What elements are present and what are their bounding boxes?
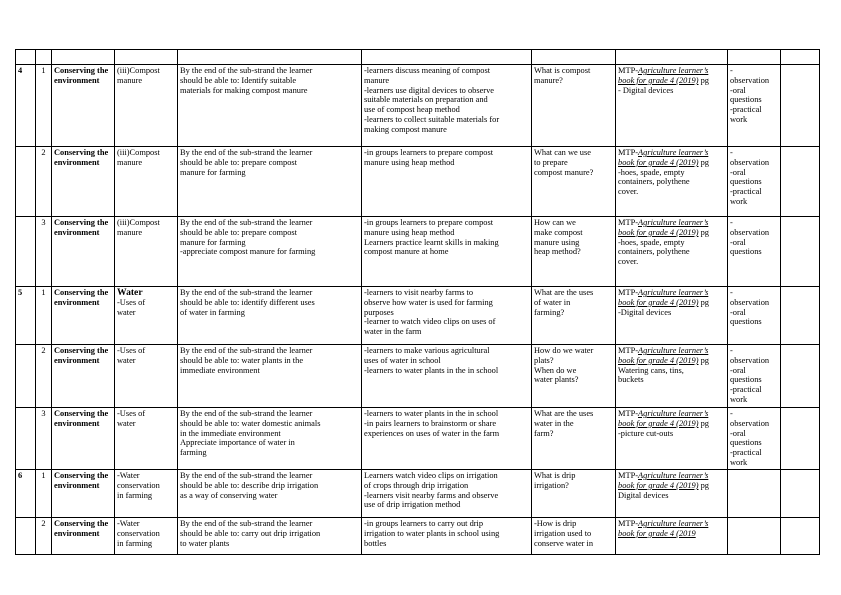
lesson-number: 2 (36, 518, 52, 555)
inquiry-line: When do we (534, 365, 577, 375)
outcome-line: By the end of the sub-strand the learner (180, 218, 313, 227)
outcome-line: should be able to: water plants in the (180, 355, 304, 365)
assessment-line: observation (730, 297, 770, 307)
inquiry-line: manure? (534, 75, 563, 85)
reference-book-link[interactable]: Agriculture learner’s book for grade 4 (2019) (618, 346, 709, 365)
lesson-number: 3 (36, 408, 52, 470)
lesson-number: 3 (36, 217, 52, 287)
week-number (16, 408, 36, 470)
assessment-line: -oral (730, 167, 746, 177)
assessment (728, 345, 781, 408)
assessment-line: observation (730, 157, 770, 167)
reference-prefix: MTP- (618, 519, 639, 528)
assessment (728, 147, 781, 217)
strand: Conserving the environment (52, 408, 115, 470)
experience-line: compost manure at home (364, 247, 449, 257)
remarks (781, 345, 820, 408)
experience-line: Learners watch video clips on irrigation (364, 471, 498, 480)
reference-text (618, 218, 725, 238)
outcome-line: should be able to: identify different uses (180, 297, 315, 307)
sub-strand-line: manure (117, 75, 143, 85)
learning-experiences (362, 147, 532, 217)
resource-line: cover. (618, 187, 639, 197)
inquiry-line: What is compost (534, 66, 591, 75)
experience-line: uses of water in school (364, 355, 441, 365)
key-inquiry-question (532, 470, 616, 518)
assessment-line: - (730, 218, 733, 227)
outcome-line: manure for farming (180, 167, 246, 177)
outcome-line: should be able to: Identify suitable (180, 75, 297, 85)
learning-resources (616, 65, 728, 147)
strand: Conserving the environment (52, 345, 115, 408)
assessment (728, 470, 781, 518)
learning-experiences (362, 470, 532, 518)
sub-strand-line: -Uses of (117, 297, 146, 307)
reference-book-link[interactable]: Agriculture learner’s book for grade 4 (2019) (618, 66, 709, 85)
assessment-line: questions (730, 247, 762, 257)
learning-resources (616, 217, 728, 287)
assessment (728, 408, 781, 470)
inquiry-line: of water in (534, 297, 571, 307)
strand: Conserving the environment (52, 470, 115, 518)
sub-strand-heading: Water (117, 287, 143, 298)
assessment-line: questions (730, 375, 762, 385)
assessment-line: questions (730, 95, 762, 105)
inquiry-line: water in the (534, 418, 574, 428)
resource-line: Digital devices (618, 490, 669, 500)
key-inquiry-question (532, 408, 616, 470)
assessment (728, 65, 781, 147)
reference-prefix: MTP- (618, 288, 639, 297)
reference-text (618, 148, 725, 168)
assessment-line: -oral (730, 428, 746, 438)
experience-line: use of compost heap method (364, 105, 460, 115)
resource-line: containers, polythene (618, 247, 690, 257)
assessment-line: -practical (730, 105, 762, 115)
learning-experiences (362, 217, 532, 287)
reference-suffix: pg (698, 157, 709, 167)
assessment-line: -practical (730, 187, 762, 197)
remarks (781, 287, 820, 345)
reference-prefix: MTP- (618, 66, 639, 75)
header-row (16, 50, 820, 65)
experience-line: of crops through drip irrigation (364, 480, 469, 490)
assessment-line: observation (730, 227, 770, 237)
assessment-line: -practical (730, 448, 762, 458)
resource-line: Watering cans, tins, (618, 365, 684, 375)
experience-line: -learners to visit nearby farms to (364, 288, 474, 297)
assessment-line: questions (730, 177, 762, 187)
assessment (728, 518, 781, 555)
sub-strand-line: (iii)Compost (117, 218, 160, 227)
lesson-row (16, 287, 820, 345)
remarks (781, 217, 820, 287)
reference-book-link[interactable]: Agriculture learner’s book for grade 4 (2019) (618, 471, 709, 490)
outcome-line: as a way of conserving water (180, 490, 278, 500)
learning-outcomes (178, 65, 362, 147)
experience-line: -learners to make various agricultural (364, 346, 490, 355)
inquiry-line: How do we water (534, 346, 594, 355)
reference-text (618, 66, 725, 86)
reference-text (618, 471, 725, 491)
reference-prefix: MTP- (618, 218, 639, 227)
assessment-line: -oral (730, 85, 746, 95)
learning-resources (616, 287, 728, 345)
key-inquiry-question (532, 147, 616, 217)
experience-line: purposes (364, 307, 394, 317)
assessment-line: work (730, 114, 748, 124)
inquiry-line: heap method? (534, 247, 581, 257)
outcome-line: Appreciate importance of water in (180, 438, 295, 448)
learning-resources (616, 345, 728, 408)
lesson-row (16, 345, 820, 408)
header-cell (16, 50, 36, 65)
sub-strand (115, 65, 178, 147)
resource-line: -hoes, spade, empty (618, 167, 685, 177)
lesson-row (16, 65, 820, 147)
resource-line: -hoes, spade, empty (618, 237, 685, 247)
sub-strand-line: water (117, 355, 136, 365)
outcome-line: of water in farming (180, 307, 245, 317)
sub-strand-line: -Uses of (117, 409, 146, 418)
strand: Conserving the environment (52, 65, 115, 147)
lesson-row (16, 147, 820, 217)
learning-resources (616, 470, 728, 518)
assessment-line: - (730, 288, 733, 297)
outcome-line: to water plants (180, 538, 230, 548)
resource-line: - Digital devices (618, 85, 674, 95)
assessment-line: -oral (730, 237, 746, 247)
experience-line: bottles (364, 538, 387, 548)
remarks (781, 518, 820, 555)
sub-strand-line: (iii)Compost (117, 66, 160, 75)
header-cell (52, 50, 115, 65)
experience-line: making compost manure (364, 124, 447, 134)
reference-prefix: MTP- (618, 346, 639, 355)
learning-outcomes (178, 470, 362, 518)
assessment-line: - (730, 66, 733, 75)
learning-experiences (362, 408, 532, 470)
experience-line: observe how water is used for farming (364, 297, 493, 307)
inquiry-line: What are the uses (534, 288, 594, 297)
sub-strand-line: -Uses of (117, 346, 146, 355)
learning-outcomes (178, 518, 362, 555)
experience-line: Learners practice learnt skills in making (364, 237, 499, 247)
sub-strand-line: in farming (117, 538, 153, 548)
outcome-line: By the end of the sub-strand the learner (180, 409, 313, 418)
outcome-line: By the end of the sub-strand the learner (180, 288, 313, 297)
header-cell (616, 50, 728, 65)
reference-prefix: MTP- (618, 409, 639, 418)
resource-line: containers, polythene (618, 177, 690, 187)
experience-line: -learners visit nearby farms and observe (364, 490, 499, 500)
reference-book-link[interactable]: Agriculture learner’s book for grade 4 (2019) (618, 218, 709, 237)
learning-experiences (362, 65, 532, 147)
outcome-line: materials for making compost manure (180, 85, 308, 95)
learning-experiences (362, 345, 532, 408)
lesson-number: 2 (36, 345, 52, 408)
assessment-line: - (730, 346, 733, 355)
header-cell (362, 50, 532, 65)
key-inquiry-question (532, 518, 616, 555)
experience-line: -learners discuss meaning of compost (364, 66, 491, 75)
learning-resources (616, 518, 728, 555)
experience-line: -in groups learners to prepare compost (364, 148, 494, 157)
inquiry-line: make compost (534, 227, 583, 237)
reference-book-link[interactable]: Agriculture learner’s book for grade 4 (2019) (618, 288, 709, 307)
outcome-line: should be able to: prepare compost (180, 227, 297, 237)
strand: Conserving the environment (52, 518, 115, 555)
outcome-line: By the end of the sub-strand the learner (180, 519, 313, 528)
outcome-line: should be able to: water domestic animals (180, 418, 321, 428)
sub-strand (115, 408, 178, 470)
header-cell (728, 50, 781, 65)
resource-line: -Digital devices (618, 307, 672, 317)
inquiry-line: irrigation used to (534, 528, 592, 538)
assessment (728, 287, 781, 345)
reference-book-link[interactable]: Agriculture learner’s book for grade 4 (2019) (618, 409, 709, 428)
outcome-line: By the end of the sub-strand the learner (180, 66, 313, 75)
lesson-row (16, 518, 820, 555)
reference-suffix: pg (698, 297, 709, 307)
sub-strand-line: conservation (117, 528, 160, 538)
sub-strand (115, 345, 178, 408)
learning-experiences (362, 518, 532, 555)
inquiry-line: compost manure? (534, 167, 594, 177)
lesson-number: 1 (36, 65, 52, 147)
experience-line: -learner to watch video clips on uses of (364, 317, 496, 327)
sub-strand (115, 470, 178, 518)
remarks (781, 408, 820, 470)
outcome-line: farming (180, 448, 207, 458)
assessment-line: observation (730, 355, 770, 365)
sub-strand-line: manure (117, 227, 143, 237)
assessment-line: -oral (730, 365, 746, 375)
reference-text (618, 409, 725, 429)
experience-line: water in the farm (364, 327, 422, 337)
experience-line: manure using heap method (364, 227, 455, 237)
inquiry-line: irrigation? (534, 480, 569, 490)
lesson-number: 1 (36, 287, 52, 345)
sub-strand-line: in farming (117, 490, 153, 500)
remarks (781, 147, 820, 217)
inquiry-line: manure using (534, 237, 580, 247)
assessment-line: -oral (730, 307, 746, 317)
lesson-row (16, 217, 820, 287)
key-inquiry-question (532, 287, 616, 345)
learning-experiences (362, 287, 532, 345)
assessment-line: work (730, 196, 748, 206)
reference-prefix: MTP- (618, 471, 639, 480)
outcome-line: immediate environment (180, 365, 260, 375)
key-inquiry-question (532, 217, 616, 287)
resource-line: buckets (618, 375, 644, 385)
sub-strand (115, 147, 178, 217)
sub-strand-line: -Water (117, 471, 140, 480)
learning-outcomes (178, 147, 362, 217)
inquiry-line: farm? (534, 428, 554, 438)
assessment (728, 217, 781, 287)
experience-line: manure using heap method (364, 157, 455, 167)
week-number: 5 (16, 287, 36, 345)
outcome-line: -appreciate compost manure for farming (180, 247, 316, 257)
strand: Conserving the environment (52, 147, 115, 217)
outcome-line: should be able to: carry out drip irrigation (180, 528, 321, 538)
header-cell (36, 50, 52, 65)
sub-strand (115, 518, 178, 555)
key-inquiry-question (532, 345, 616, 408)
week-number: 4 (16, 65, 36, 147)
outcome-line: in the immediate environment (180, 428, 281, 438)
assessment-line: - (730, 409, 733, 418)
header-cell (532, 50, 616, 65)
assessment-line: work (730, 457, 748, 467)
sub-strand-line: conservation (117, 480, 160, 490)
resource-line: cover. (618, 257, 639, 267)
reference-book-link[interactable]: Agriculture learner’s book for grade 4 (2019) (618, 148, 709, 167)
reference-book-link[interactable]: Agriculture learner’s book for grade 4 (2019 (618, 519, 709, 538)
experience-line: -learners use digital devices to observe (364, 85, 494, 95)
resource-line: -picture cut-outs (618, 428, 674, 438)
outcome-line: should be able to: describe drip irrigation (180, 480, 319, 490)
inquiry-line: How can we (534, 218, 576, 227)
assessment-line: -practical (730, 385, 762, 395)
experience-line: -learners to water plants in the in school (364, 365, 499, 375)
experience-line: manure (364, 75, 390, 85)
reference-suffix: pg (698, 418, 709, 428)
reference-text (618, 346, 725, 366)
experience-line: irrigation to water plants in school using (364, 528, 500, 538)
strand: Conserving the environment (52, 217, 115, 287)
sub-strand-line: manure (117, 157, 143, 167)
reference-suffix: pg (698, 355, 709, 365)
experience-line: -in groups learners to carry out drip (364, 519, 484, 528)
week-number: 6 (16, 470, 36, 518)
sub-strand-line: (iii)Compost (117, 148, 160, 157)
assessment-line: work (730, 394, 748, 404)
outcome-line: By the end of the sub-strand the learner (180, 148, 313, 157)
learning-outcomes (178, 287, 362, 345)
lesson-row (16, 408, 820, 470)
sub-strand-line: water (117, 307, 136, 317)
assessment-line: - (730, 148, 733, 157)
inquiry-line: farming? (534, 307, 565, 317)
sub-strand (115, 287, 178, 345)
reference-prefix: MTP- (618, 148, 639, 157)
inquiry-line: conserve water in (534, 538, 594, 548)
assessment-line: questions (730, 317, 762, 327)
learning-outcomes (178, 408, 362, 470)
experience-line: -learners to collect suitable materials for (364, 114, 500, 124)
inquiry-line: to prepare (534, 157, 568, 167)
learning-outcomes (178, 217, 362, 287)
reference-text (618, 519, 725, 539)
sub-strand-line: water (117, 418, 136, 428)
outcome-line: By the end of the sub-strand the learner (180, 471, 313, 480)
experience-line: -learners to water plants in the in school (364, 409, 499, 418)
reference-suffix: pg (698, 227, 709, 237)
assessment-line: observation (730, 75, 770, 85)
inquiry-line: What are the uses (534, 409, 594, 418)
scheme-of-work-table (15, 49, 820, 555)
header-cell (781, 50, 820, 65)
reference-text (618, 288, 725, 308)
lesson-number: 1 (36, 470, 52, 518)
inquiry-line: What is drip (534, 471, 576, 480)
experience-line: use of drip irrigation method (364, 500, 461, 510)
inquiry-line: -How is drip (534, 519, 577, 528)
strand: Conserving the environment (52, 287, 115, 345)
inquiry-line: water plants? (534, 375, 579, 385)
experience-line: -in pairs learners to brainstorm or share (364, 418, 497, 428)
outcome-line: should be able to: prepare compost (180, 157, 297, 167)
lesson-row (16, 470, 820, 518)
header-cell (178, 50, 362, 65)
sub-strand (115, 217, 178, 287)
reference-suffix: pg (698, 75, 709, 85)
remarks (781, 470, 820, 518)
assessment-line: observation (730, 418, 770, 428)
week-number (16, 147, 36, 217)
key-inquiry-question (532, 65, 616, 147)
experience-line: experiences on uses of water in the farm (364, 428, 500, 438)
week-number (16, 518, 36, 555)
inquiry-line: What can we use (534, 148, 591, 157)
assessment-line: questions (730, 438, 762, 448)
learning-outcomes (178, 345, 362, 408)
header-cell (115, 50, 178, 65)
inquiry-line: plats? (534, 355, 554, 365)
learning-resources (616, 408, 728, 470)
experience-line: suitable materials on preparation and (364, 95, 488, 105)
outcome-line: manure for farming (180, 237, 246, 247)
sub-strand-line: -Water (117, 519, 140, 528)
week-number (16, 217, 36, 287)
reference-suffix: pg (698, 480, 709, 490)
outcome-line: By the end of the sub-strand the learner (180, 346, 313, 355)
week-number (16, 345, 36, 408)
learning-resources (616, 147, 728, 217)
experience-line: -in groups learners to prepare compost (364, 218, 494, 227)
remarks (781, 65, 820, 147)
lesson-number: 2 (36, 147, 52, 217)
